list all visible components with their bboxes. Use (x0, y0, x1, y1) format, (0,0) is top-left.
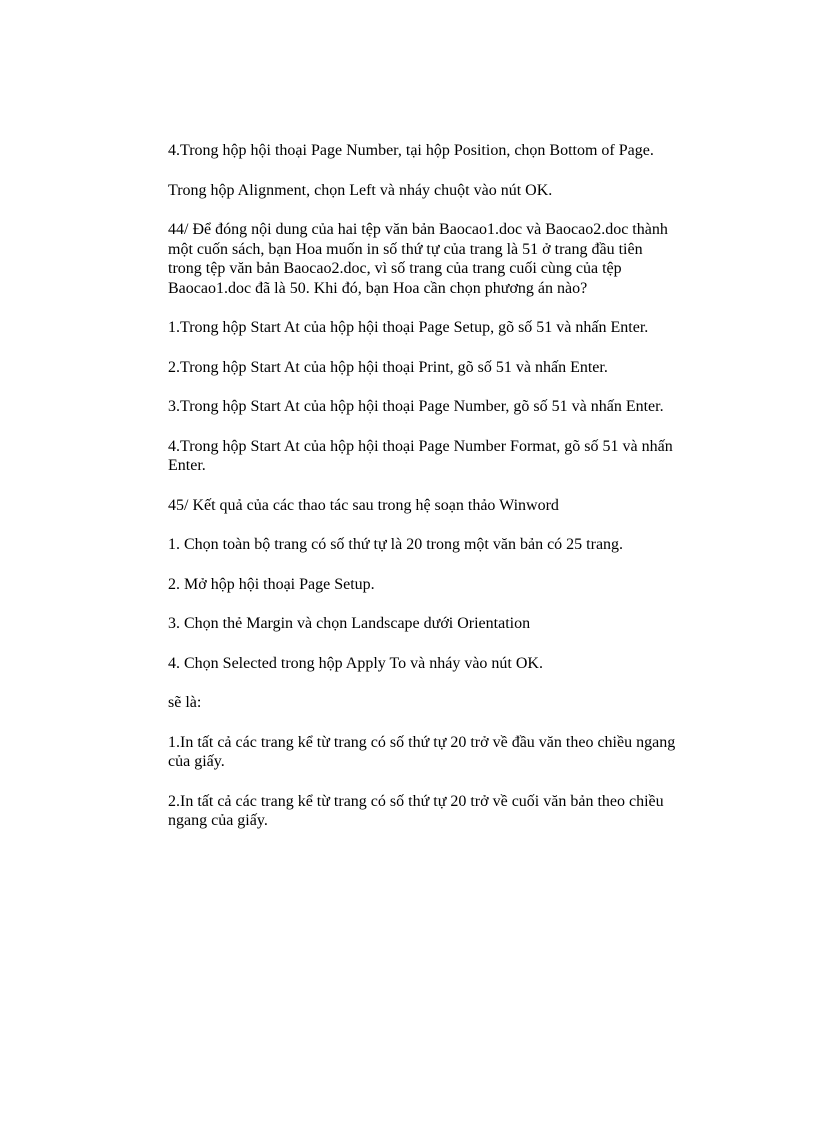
answer-option-1-q45: 1.In tất cả các trang kể từ trang có số thứ tự 20 trở về đầu văn theo chiều ngang của giấy. (168, 733, 676, 770)
question-45-step-2: 2. Mở hộp hội thoại Page Setup. (168, 575, 375, 593)
answer-option-1-q44: 1.Trong hộp Start At của hộp hội thoại Page Setup, gõ số 51 và nhấn Enter. (168, 319, 649, 336)
question-45-step-1: 1. Chọn toàn bộ trang có số thứ tự là 20 trong một văn bản có 25 trang. (168, 536, 624, 553)
answer-option-2-q45: 2.In tất cả các trang kể từ trang có số thứ tự 20 trở về cuối văn bản theo chiều ngang của giấy. (168, 792, 664, 829)
question-45-result-intro: sẽ là: (168, 694, 202, 711)
answer-option-3-q44: 3.Trong hộp Start At của hộp hội thoại Page Number, gõ số 51 và nhấn Enter. (168, 398, 664, 415)
answer-option-2-q44: 2.Trong hộp Start At của hộp hội thoại Print, gõ số 51 và nhấn Enter. (168, 358, 608, 376)
answer-option-4-q43: 4.Trong hộp hội thoại Page Number, tại hộp Position, chọn Bottom of Page. (168, 142, 654, 159)
document-body (168, 141, 678, 851)
answer-option-4-q43-continued: Trong hộp Alignment, chọn Left và nháy chuột vào nút OK. (168, 181, 553, 199)
question-44: 44/ Để đóng nội dung của hai tệp văn bản Baocao1.doc và Baocao2.doc thành một cuốn sách, bạn Hoa muốn in số thứ tự của trang là 51 ở trang đầu tiên trong tệp văn bản Baocao2.doc, vì số trang của trang cuối cùng của tệp Baocao1.doc đã là 50. Khi đó, bạn Hoa cần chọn phương án nào? (168, 221, 668, 297)
question-45-step-4: 4. Chọn Selected trong hộp Apply To và nháy vào nút OK. (168, 654, 543, 672)
answer-option-4-q44: 4.Trong hộp Start At của hộp hội thoại Page Number Format, gõ số 51 và nhấn Enter. (168, 437, 673, 474)
question-45-step-3: 3. Chọn thẻ Margin và chọn Landscape dưới Orientation (168, 615, 531, 632)
question-45: 45/ Kết quả của các thao tác sau trong hệ soạn thảo Winword (168, 496, 559, 514)
